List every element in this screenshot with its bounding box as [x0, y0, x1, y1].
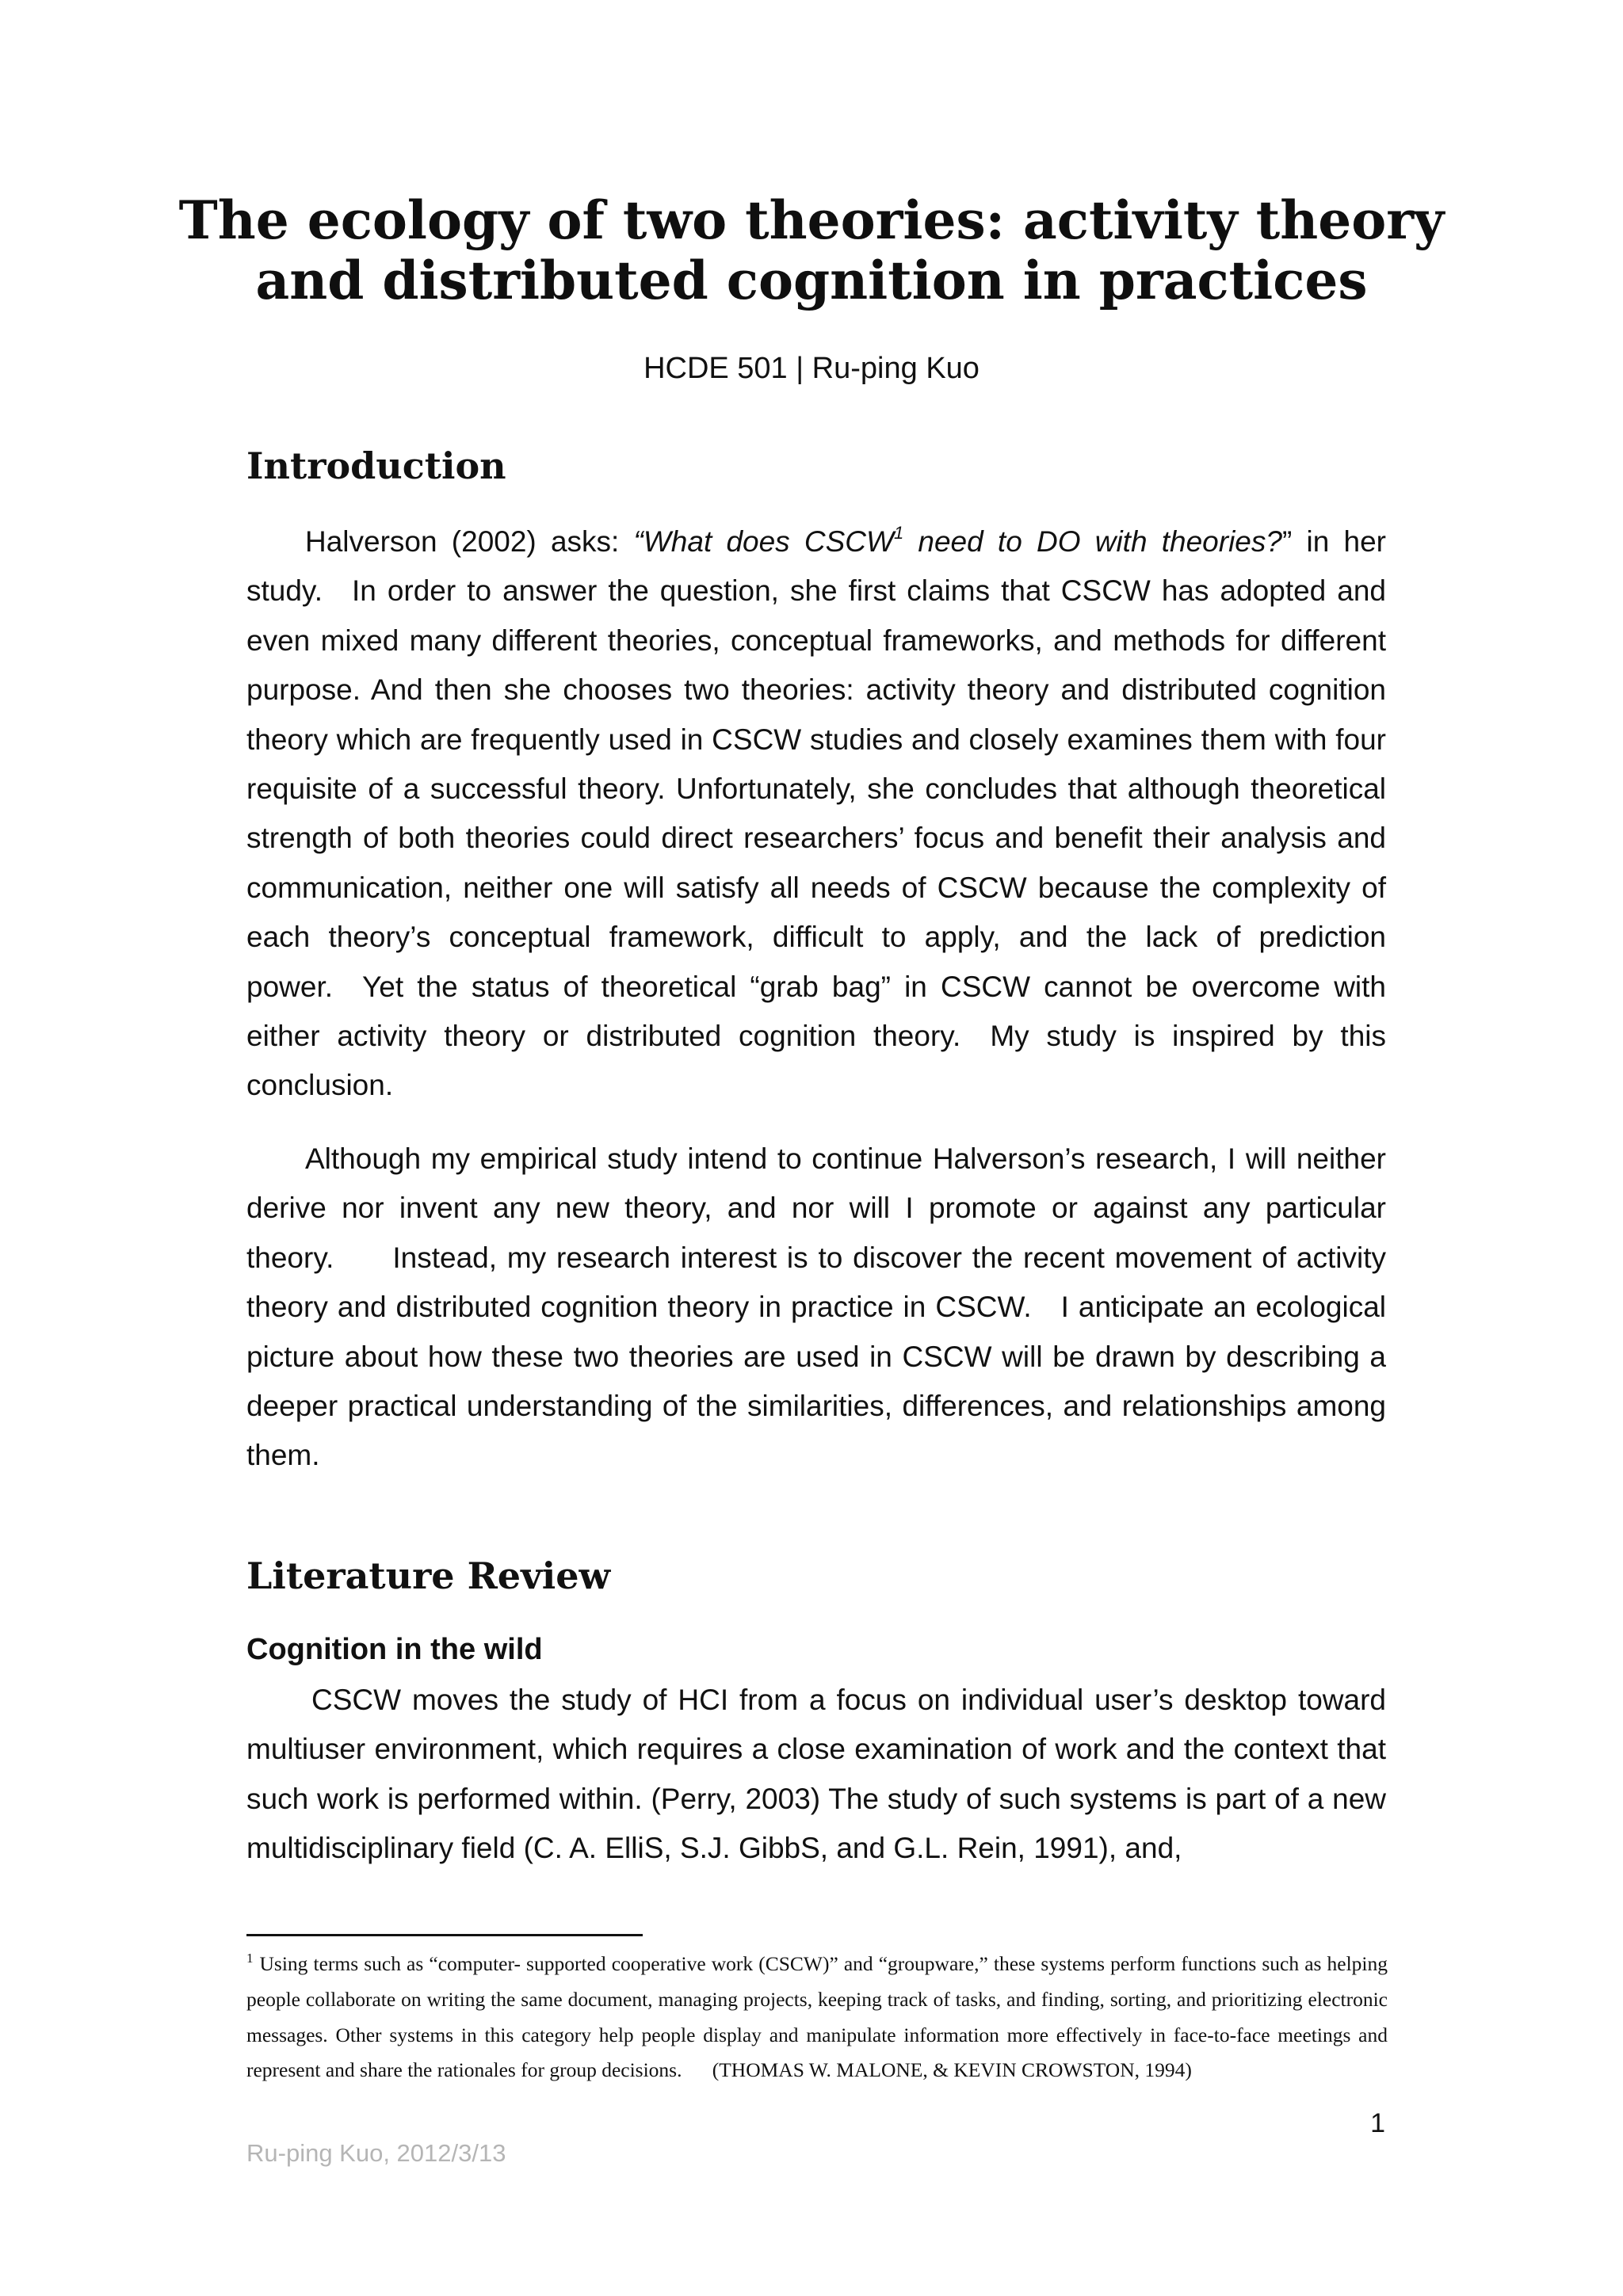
literature-review-paragraph-1: CSCW moves the study of HCI from a focus on individual user’s desktop toward multiuser environment, which requires a close examination of work and the context that such work is performed within. (Perry, 2003) The study of such systems is part of a new multidisciplinary field (C. A. ElliS, S.J. GibbS, and G.L. Rein, 1991), and,	[246, 1684, 1386, 1865]
cognition-in-the-wild-subheading: Cognition in the wild	[246, 1633, 543, 1666]
footnote-reference[interactable]: 1	[893, 523, 904, 543]
page-number: 1	[1370, 2108, 1385, 2138]
intro-p1-quote	[634, 525, 1282, 558]
footnote-1	[246, 1947, 1388, 2088]
footnote-marker: 1	[246, 1951, 254, 1966]
introduction-paragraph-2: Although my empirical study intend to continue Halverson’s research, I will neither derive nor invent any new theory, and nor will I promote or against any particular theory. Instead, my research interest is to discover the recent movement of activity theory and distributed cognition theory in practice in CSCW. I anticipate an ecological picture about how these two theories are used in CSCW will be drawn by describing a deeper practical understanding of the similarities, differences, and relationships among them.	[246, 1142, 1386, 1472]
intro-p1-quote-b: need to DO with theories?	[903, 525, 1282, 558]
paper-title	[174, 190, 1449, 311]
footnote-separator	[246, 1934, 643, 1936]
footnote-text: Using terms such as “computer- supported cooperative work (CSCW)” and “groupware,” these systems perform functions such as helping people collaborate on writing the same document, managing projects, keeping track of tasks, and finding, sorting, and prioritizing electronic messages. Other systems in this category help people display and manipulate information more effectively in face-to-face meetings and represent and share the rationales for group decisions. (THOMAS W. MALONE, & KEVIN CROWSTON, 1994)	[246, 1952, 1388, 2082]
literature-review-heading: Literature Review	[246, 1554, 611, 1597]
course-author-byline: HCDE 501 | Ru-ping Kuo	[643, 352, 980, 385]
introduction-heading: Introduction	[246, 444, 506, 487]
introduction-paragraph-1	[246, 517, 1386, 1111]
intro-p1-lead: Halverson (2002) asks:	[305, 525, 634, 558]
title-line-2: and distributed cognition in practices	[255, 250, 1368, 311]
page-footer: Ru-ping Kuo, 2012/3/13	[246, 2139, 506, 2167]
intro-p1-rest: ” in her study. In order to answer the question, she first claims that CSCW has adopted and even mixed many different theories, conceptual frameworks, and methods for different purpose. And then she chooses two theories: activity theory and distributed cognition theory which are frequently used in CSCW studies and closely examines them with four requisite of a successful theory. Unfortunately, she concludes that although theoretical strength of both theories could direct researchers’ focus and benefit their analysis and communication, neither one will satisfy all needs of CSCW because the complexity of each theory’s conceptual framework, difficult to apply, and the lack of prediction power. Yet the status of theoretical “grab bag” in CSCW cannot be overcome with either activity theory or distributed cognition theory. My study is inspired by this conclusion.	[246, 525, 1387, 1102]
title-line-1: The ecology of two theories: activity theory	[178, 189, 1445, 251]
intro-p1-quote-a: “What does CSCW	[633, 525, 894, 558]
